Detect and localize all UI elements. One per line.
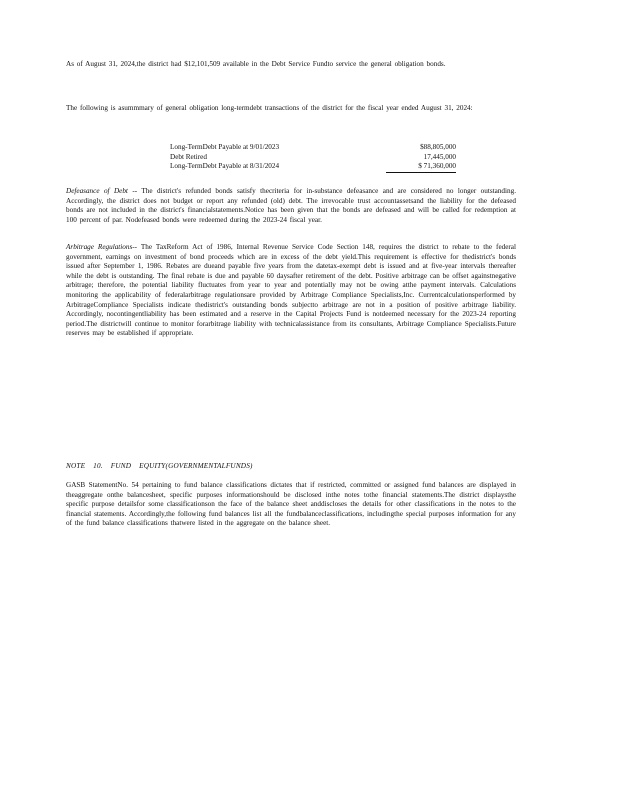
note-10-heading: NOTE 10. FUND EQUITY(GOVERNMENTALFUNDS) [66,462,253,470]
ledger-description: Long-TermDebt Payable at 8/31/2024 [170,162,280,171]
ledger-description: Debt Retired [170,152,207,161]
ledger-row-ending [170,162,470,172]
defeasance-body: -- The district's refunded bonds satisfy thecriteria for in-substance defeasance and are considered no longer outstanding. Accordingly, the district does not budget or report any refunded (old) debt. The irrevocable trust accountassetsand the liability for the defeased bonds are not included in the district's financialstatements.Notice has been given that the bonds are defeased and will be called for redemption at 100 percent of par. Nodefeased bonds were redeemed during the 2023-24 fiscal year. [66,187,516,224]
ledger-row-retired [170,153,470,163]
gasb-54-text: GASB StatementNo. 54 pertaining to fund balance classifications dictates that if restricted, committed or assigned fund balances are displayed in theaggregate onthe balancesheet, specific purposes informationshould be disclosed inthe notes tothe financial statements.The district displaysthe specific purpose detailsfor some classificationson the face of the balance sheet anddiscloses the details for other classifications in the notes to the financial statements. Accordingly,the following fund balances list all the fundbalanceclassifications, includingthe special purposes information for any of the fund balance classifications thatwere listed in the aggregate on the balance sheet. [66,481,516,528]
debt-service-fund-text: As of August 31, 2024,the district had $12,101,509 available in the Debt Service Fundto service the general obligation bonds. [66,60,446,68]
long-term-debt-summary-paragraph [66,104,516,114]
ledger-row-beginning [170,143,470,153]
defeasance-title: Defeasance of Debt [66,187,128,195]
ledger-amount: 17,445,000 [423,152,456,161]
long-term-debt-summary-text: The following is asummmary of general obligation long-termdebt transactions of the district for the fiscal year ended August 31, 2024: [66,104,473,112]
gasb-54-paragraph [66,481,516,529]
arbitrage-paragraph [66,243,516,339]
arbitrage-body: The TaxReform Act of 1986, Internal Revenue Service Code Section 148, requires the district to rebate to the federal government, earnings on investment of bond proceeds which are in excess of the debt yield.This requirement is effective for thedistrict's bonds issued after September 1, 1986. Rebates are dueand payable five years from the datetax-exempt debt is issued and at five-year intervals thereafter while the debt is outstanding. The final rebate is due and payable 60 daysafter retirement of the debt. Positive arbitrage can be offset againstnegative arbitrage; therefore, the potential liability fluctuates from year to year and potentially may not be owing atthe payment intervals. Calculations monitoring the applicability of federalarbitrage regulationsare provided by Arbitrage Compliance Specialists,Inc. Currentcalculationsperformed by ArbitrageCompliance Specialists indicate thedistrict's outstanding bonds subjectto arbitrage are not in a position of positive arbitrage liability. Accordingly, nocontingentliability has been estimated and a reserve in the Capital Projects Fund is notdeemed necessary for the 2023-24 reporting period.The districtwill continue to monitor forarbitrage liability with technicalassistance from its consultants, Arbitrage Compliance Specialists.Future reserves may be established if appropriate. [66,243,516,338]
arbitrage-title: Arbitrage Regulations-- [66,243,138,251]
defeasance-paragraph [66,187,516,225]
ledger-description: Long-TermDebt Payable at 9/01/2023 [170,143,280,151]
debt-service-fund-paragraph [66,60,516,70]
ledger-amount: $88,805,000 [420,143,456,151]
ledger-total-amount: $ 71,360,000 [386,162,456,173]
long-term-debt-ledger [170,143,470,172]
